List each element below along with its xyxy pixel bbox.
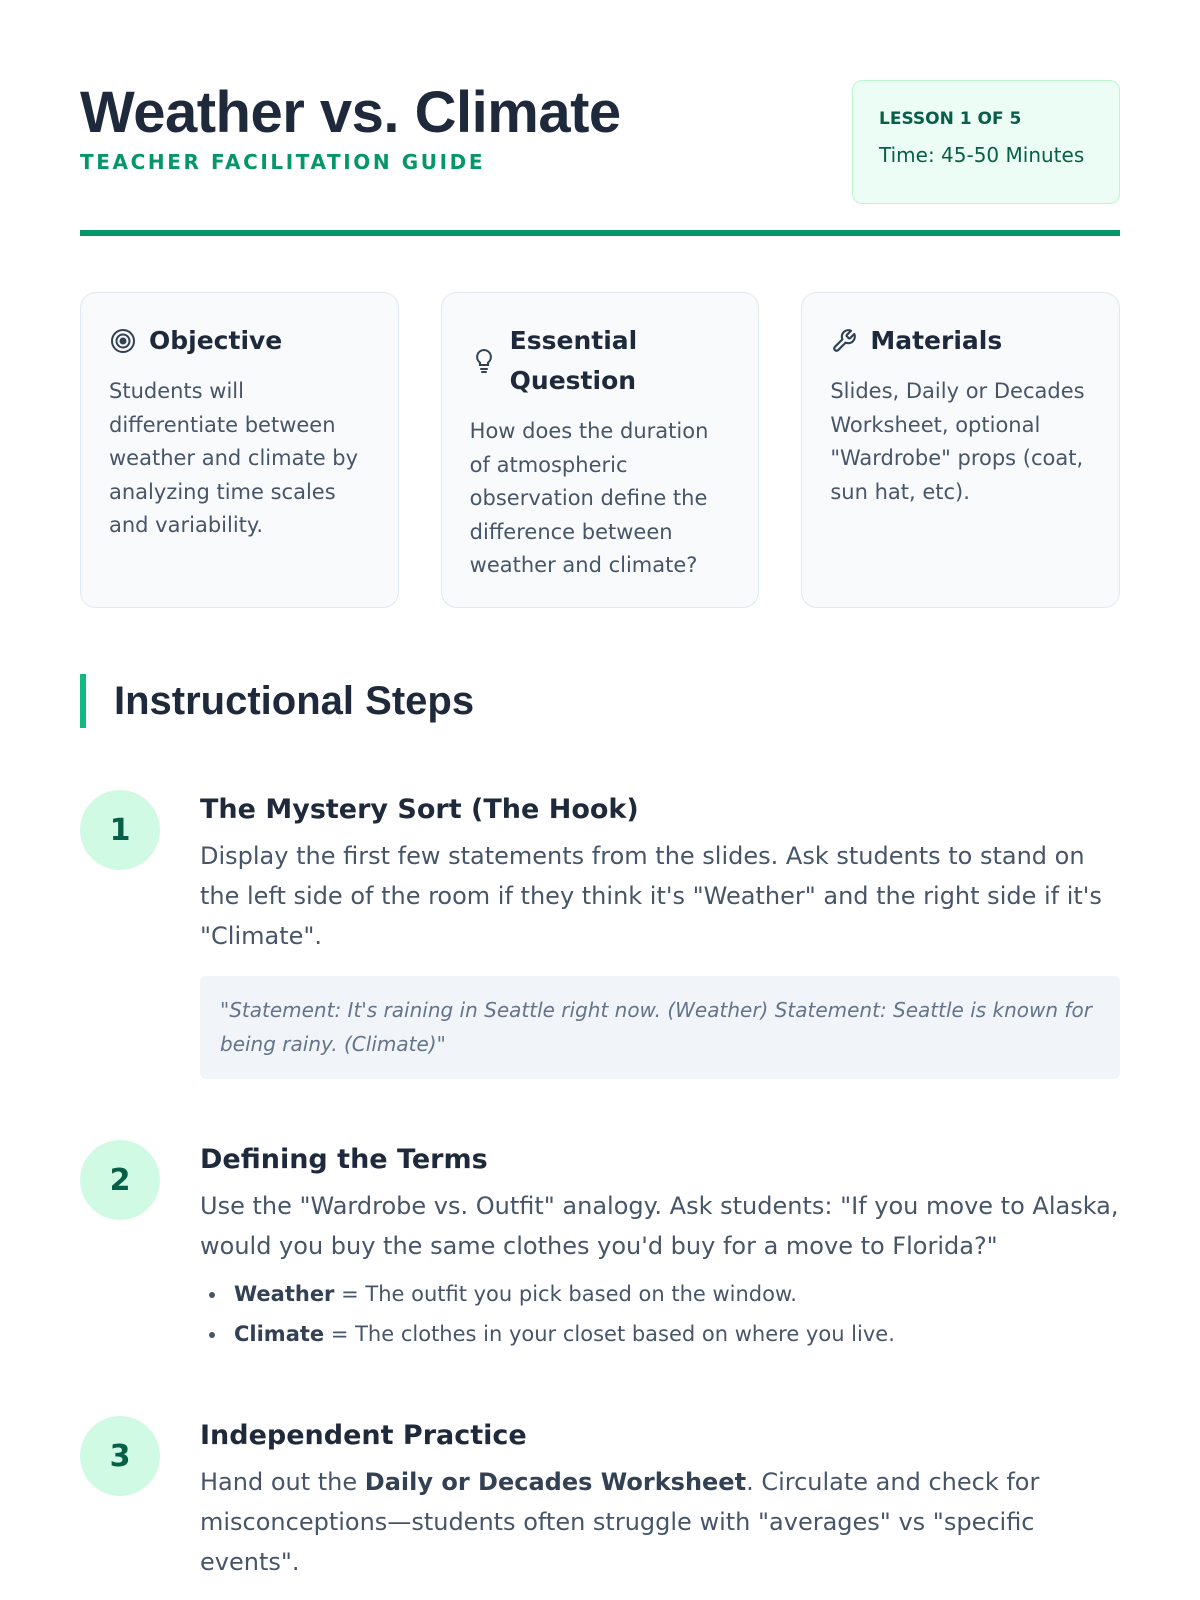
objective-card: [80, 292, 399, 608]
worksheet-name: Daily or Decades Worksheet: [364, 1468, 747, 1496]
card-title: Essential Question: [509, 326, 638, 395]
card-title: Materials: [870, 326, 1003, 355]
section-title: Instructional Steps: [114, 678, 475, 723]
header: [80, 80, 1120, 236]
target-icon: [109, 327, 137, 355]
step-content: [200, 1140, 1120, 1354]
card-header: [470, 321, 731, 401]
definition-list: [200, 1274, 1120, 1354]
section-heading: [80, 674, 474, 728]
example-quote: "Statement: It's raining in Seattle right now. (Weather) Statement: Seattle is known for being rainy. (Climate)": [200, 976, 1120, 1079]
text-segment: Hand out the: [200, 1468, 365, 1496]
step-content: [200, 790, 1120, 1079]
wrench-icon: [830, 327, 858, 355]
step-description: Display the first few statements from the slides. Ask students to stand on the left side of the room if they think it's "Weather" and the right side if it's "Climate".: [200, 842, 1102, 950]
card-body: Students will differentiate between weather and climate by analyzing time scales and variability.: [109, 379, 359, 537]
step-number-badge: 1: [80, 790, 160, 870]
card-header: [830, 321, 1091, 361]
lesson-label: LESSON 1 OF 5: [879, 109, 1022, 129]
card-title: Objective: [149, 326, 283, 355]
materials-card: [801, 292, 1120, 608]
step-description: Use the "Wardrobe vs. Outfit" analogy. Ask students: "If you move to Alaska, would you buy the same clothes you'd buy for a move to Florida?": [200, 1192, 1119, 1260]
lightbulb-icon: [470, 347, 498, 375]
list-item: [200, 1314, 1120, 1354]
lesson-time: Time: 45-50 Minutes: [879, 143, 1085, 167]
text-segment: . Circulate and check for misconceptions—students often struggle with "averages" vs "specific events".: [200, 1468, 1040, 1576]
step-description: [200, 1462, 1120, 1582]
lesson-info-box: [852, 80, 1120, 204]
term-weather: Weather: [234, 1282, 335, 1306]
card-body: Slides, Daily or Decades Worksheet, optional "Wardrobe" props (coat, sun hat, etc).: [830, 379, 1085, 504]
section-accent-bar: [80, 674, 86, 728]
term-climate: Climate: [234, 1322, 325, 1346]
card-header: [109, 321, 370, 361]
card-body: How does the duration of atmospheric observation define the difference between weather and climate?: [469, 419, 709, 577]
step-number-badge: 3: [80, 1416, 160, 1496]
essential-question-card: [441, 292, 760, 608]
step-title: Independent Practice: [200, 1420, 527, 1451]
list-item: [200, 1274, 1120, 1314]
definition-text: = The outfit you pick based on the window.: [334, 1282, 797, 1306]
step-title: The Mystery Sort (The Hook): [200, 794, 639, 825]
page-subtitle: TEACHER FACILITATION GUIDE: [80, 150, 486, 174]
overview-cards: [80, 292, 1120, 608]
step-title: Defining the Terms: [200, 1144, 488, 1175]
step-number-badge: 2: [80, 1140, 160, 1220]
definition-text: = The clothes in your closet based on where you live.: [324, 1322, 895, 1346]
page-title: Weather vs. Climate: [80, 80, 621, 145]
step-content: [200, 1416, 1120, 1582]
header-divider: [80, 230, 1120, 236]
